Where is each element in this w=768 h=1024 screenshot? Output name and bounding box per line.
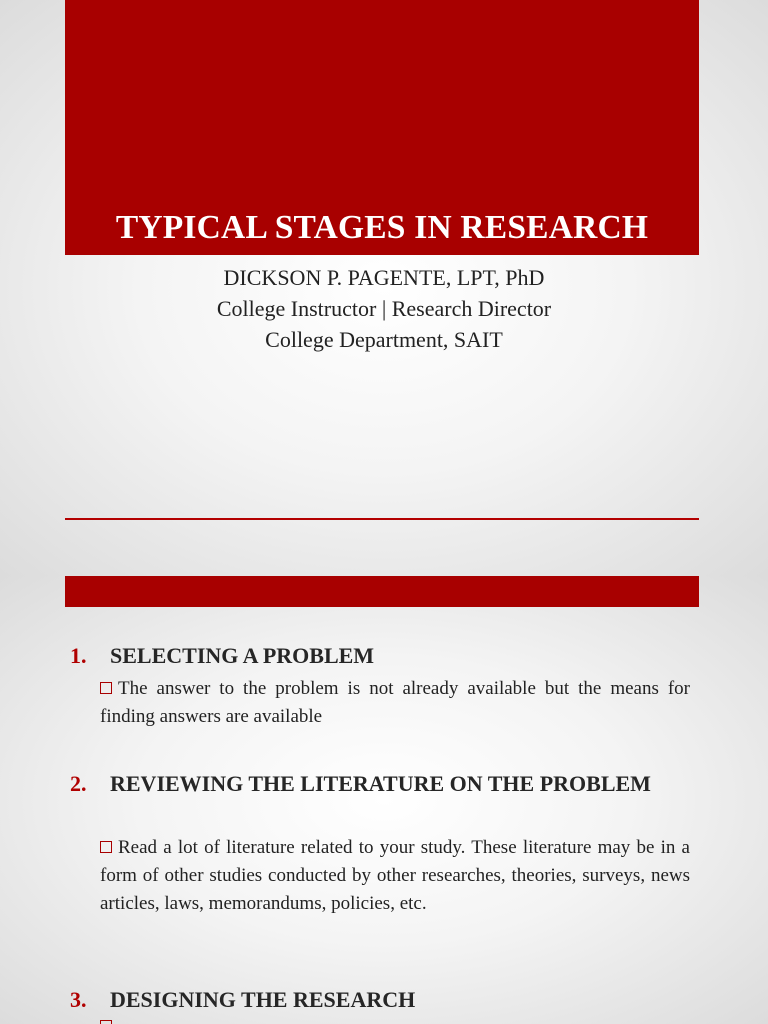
checkbox-bullet-icon [100, 1020, 112, 1024]
author-department: College Department, SAIT [265, 327, 503, 352]
author-name: DICKSON P. PAGENTE, LPT, PhD [223, 265, 545, 290]
stage-bullet-text: The answer to the problem is not already available but the means for finding answers are available [100, 678, 690, 727]
content-slide [0, 576, 768, 1024]
stage-bullet [100, 834, 690, 918]
stage-number: 1. [70, 643, 87, 668]
header-band [65, 576, 699, 607]
stage-number: 2. [70, 771, 87, 796]
title-band [65, 0, 699, 255]
checkbox-bullet-icon [100, 841, 112, 853]
checkbox-bullet-icon [100, 682, 112, 694]
stage-heading: SELECTING A PROBLEM [110, 643, 375, 668]
slide-title: TYPICAL STAGES IN RESEARCH [115, 209, 649, 246]
subtitle-block [0, 262, 768, 355]
stage-bullet-text: Read a lot of literature related to your study. These literature may be in a form of other studies conducted by other researches, theories, surveys, news articles, laws, memorandums, policies, etc. [100, 837, 690, 914]
stage-heading: DESIGNING THE RESEARCH [110, 987, 416, 1012]
divider-rule [65, 518, 699, 520]
author-position: College Instructor | Research Director [216, 296, 552, 321]
stage-number: 3. [70, 987, 87, 1012]
stage-bullet [100, 675, 690, 731]
stage-heading: REVIEWING THE LITERATURE ON THE PROBLEM [110, 771, 651, 796]
